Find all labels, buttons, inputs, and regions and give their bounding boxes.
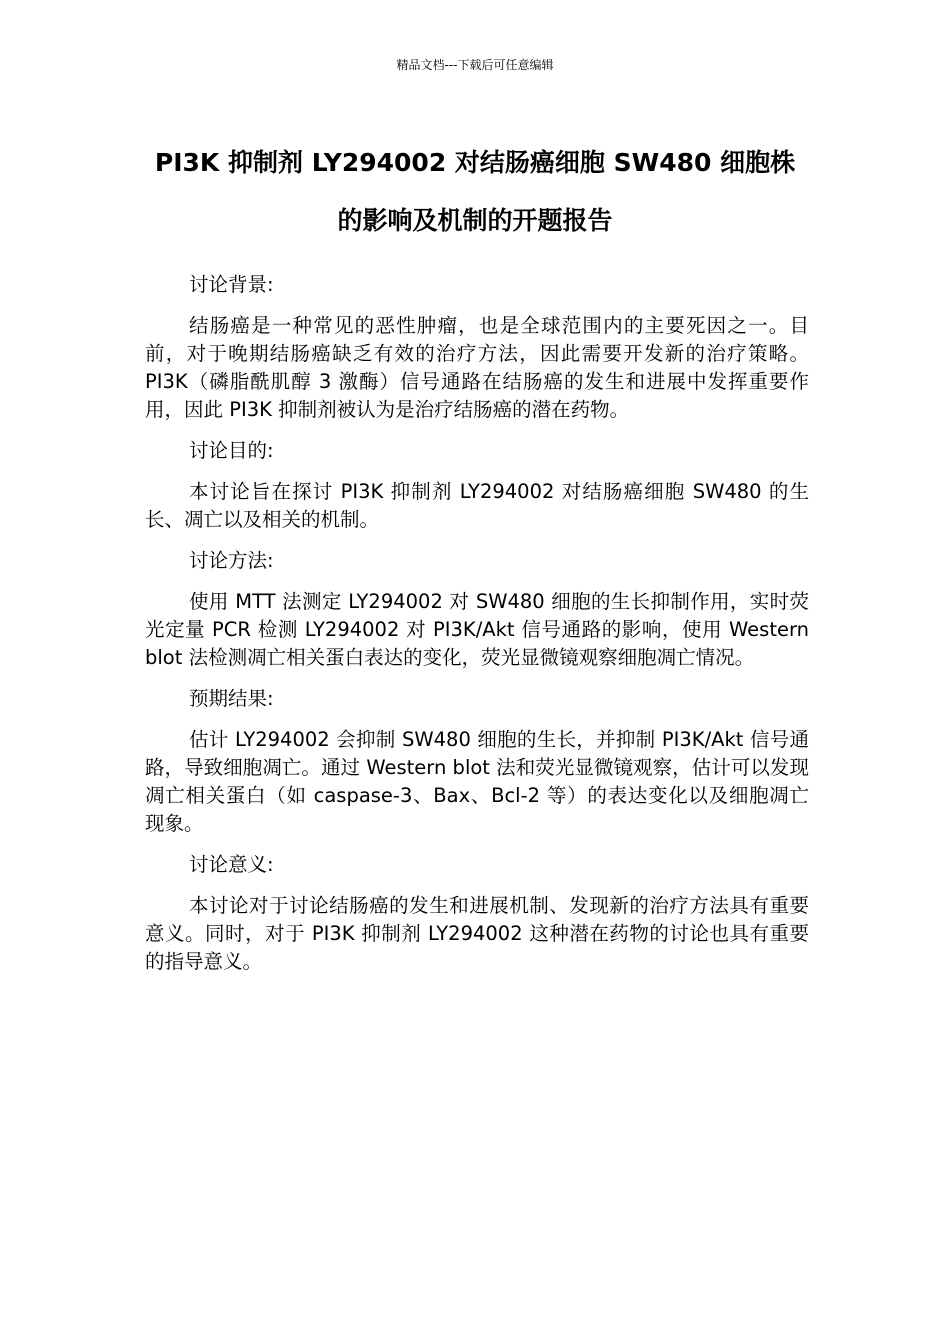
header-note: 精品文档---下载后可任意编辑 bbox=[396, 58, 554, 72]
section-heading-background: 讨论背景: bbox=[189, 273, 274, 296]
section-body-significance: 本讨论对于讨论结肠癌的发生和进展机制、发现新的治疗方法具有重要意义。同时，对于 PI3K 抑制剂 LY294002 这种潜在药物的讨论也具有重要的指导意义。 bbox=[145, 894, 809, 973]
title-line-2: 的影响及机制的开题报告 bbox=[337, 206, 613, 235]
document-title bbox=[100, 134, 850, 250]
section-heading-methods: 讨论方法: bbox=[189, 549, 274, 572]
section-body-background: 结肠癌是一种常见的恶性肿瘤，也是全球范围内的主要死因之一。目前，对于晚期结肠癌缺乏有效的治疗方法，因此需要开发新的治疗策略。PI3K（磷脂酰肌醇 3 激酶）信号通路在结肠癌的发生和进展中发挥重要作用，因此 PI3K 抑制剂被认为是治疗结肠癌的潜在药物。 bbox=[145, 314, 809, 421]
section-heading-expected-results: 预期结果: bbox=[189, 687, 274, 710]
section-heading-significance: 讨论意义: bbox=[189, 853, 274, 876]
section-heading-purpose: 讨论目的: bbox=[189, 439, 274, 462]
document-body bbox=[145, 271, 809, 989]
section-body-purpose: 本讨论旨在探讨 PI3K 抑制剂 LY294002 对结肠癌细胞 SW480 的生长、凋亡以及相关的机制。 bbox=[145, 480, 809, 531]
title-line-1: PI3K 抑制剂 LY294002 对结肠癌细胞 SW480 细胞株 bbox=[154, 148, 796, 177]
section-body-expected-results: 估计 LY294002 会抑制 SW480 细胞的生长，并抑制 PI3K/Akt 信号通路，导致细胞凋亡。通过 Western blot 法和荧光显微镜观察，估计可以发现凋亡相关蛋白（如 caspase-3、Bax、Bcl-2 等）的表达变化以及细胞凋亡现象。 bbox=[145, 728, 809, 835]
section-body-methods: 使用 MTT 法测定 LY294002 对 SW480 细胞的生长抑制作用，实时荧光定量 PCR 检测 LY294002 对 PI3K/Akt 信号通路的影响，使用 Western blot 法检测凋亡相关蛋白表达的变化，荧光显微镜观察细胞凋亡情况。 bbox=[145, 590, 809, 669]
